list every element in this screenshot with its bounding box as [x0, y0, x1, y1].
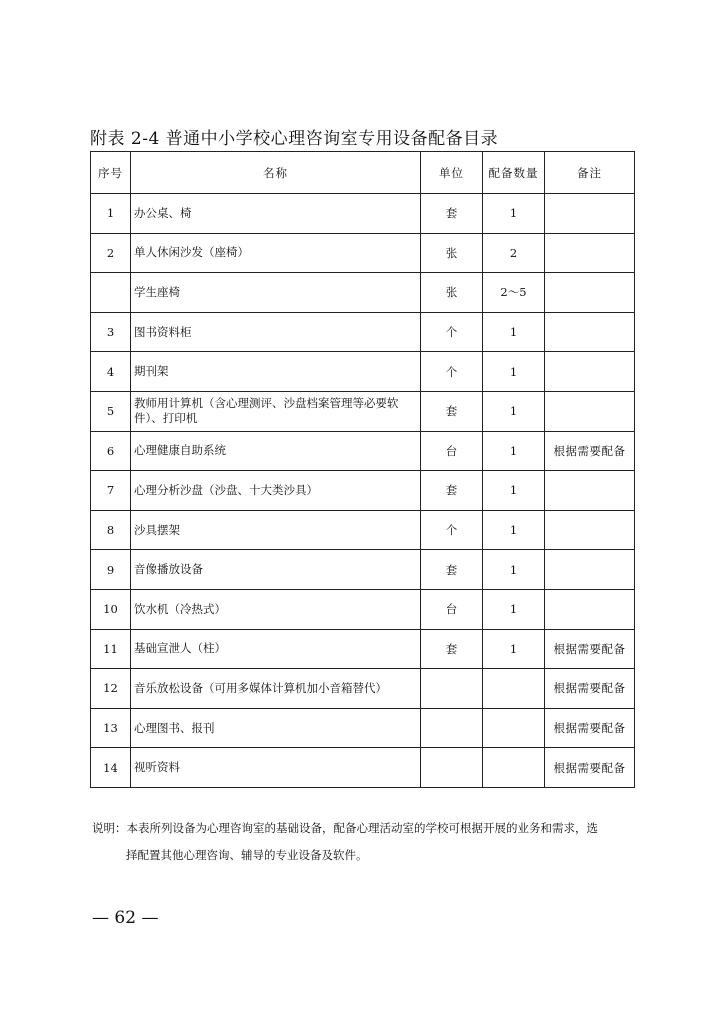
- cell-qty: 1: [483, 629, 545, 669]
- cell-name: 图书资料柜: [131, 312, 421, 352]
- table-row: [91, 273, 635, 313]
- cell-unit: 台: [421, 589, 483, 629]
- cell-note: [545, 312, 635, 352]
- cell-no: 14: [91, 748, 131, 788]
- header-name: 名称: [131, 152, 421, 194]
- table-title: 附表 2-4 普通中小学校心理咨询室专用设备配备目录: [90, 129, 499, 149]
- cell-name: 基础宣泄人（柱）: [131, 629, 421, 669]
- cell-note: 根据需要配备: [545, 669, 635, 709]
- cell-qty: 1: [483, 510, 545, 550]
- cell-qty: 1: [483, 352, 545, 392]
- table-row: [91, 708, 635, 748]
- cell-qty: [483, 669, 545, 709]
- cell-qty: 2: [483, 233, 545, 273]
- cell-qty: 1: [483, 194, 545, 234]
- header-no: 序号: [91, 152, 131, 194]
- cell-unit: [421, 748, 483, 788]
- cell-unit: 台: [421, 431, 483, 471]
- cell-unit: 套: [421, 391, 483, 431]
- cell-no: 9: [91, 550, 131, 590]
- cell-name: 沙具摆架: [131, 510, 421, 550]
- cell-no: 5: [91, 391, 131, 431]
- cell-qty: 1: [483, 431, 545, 471]
- cell-qty: 1: [483, 312, 545, 352]
- cell-name: 视听资料: [131, 748, 421, 788]
- cell-qty: [483, 708, 545, 748]
- cell-note: 根据需要配备: [545, 708, 635, 748]
- cell-name: 心理分析沙盘（沙盘、十大类沙具）: [131, 471, 421, 511]
- cell-no: 4: [91, 352, 131, 392]
- table-row: [91, 194, 635, 234]
- cell-no: 8: [91, 510, 131, 550]
- cell-no: 3: [91, 312, 131, 352]
- cell-unit: 个: [421, 312, 483, 352]
- cell-name: 学生座椅: [131, 273, 421, 313]
- cell-unit: 个: [421, 510, 483, 550]
- cell-qty: 1: [483, 471, 545, 511]
- cell-note: [545, 352, 635, 392]
- cell-note: 根据需要配备: [545, 748, 635, 788]
- cell-note: [545, 471, 635, 511]
- cell-no: [91, 273, 131, 313]
- cell-unit: 套: [421, 471, 483, 511]
- equipment-table: [90, 151, 635, 788]
- cell-name: 单人休闲沙发（座椅）: [131, 233, 421, 273]
- cell-name: 音像播放设备: [131, 550, 421, 590]
- cell-note: [545, 510, 635, 550]
- cell-note: [545, 273, 635, 313]
- cell-note: [545, 391, 635, 431]
- cell-no: 12: [91, 669, 131, 709]
- table-header-row: [91, 152, 635, 194]
- cell-name: 教师用计算机（含心理测评、沙盘档案管理等必要软件）、打印机: [131, 391, 421, 431]
- cell-qty: 1: [483, 589, 545, 629]
- cell-name: 心理健康自助系统: [131, 431, 421, 471]
- explanation-note: [92, 815, 638, 869]
- table-row: [91, 629, 635, 669]
- cell-qty: [483, 748, 545, 788]
- cell-note: 根据需要配备: [545, 431, 635, 471]
- cell-name: 音乐放松设备（可用多媒体计算机加小音箱替代）: [131, 669, 421, 709]
- cell-unit: [421, 708, 483, 748]
- cell-unit: [421, 669, 483, 709]
- cell-name: 办公桌、椅: [131, 194, 421, 234]
- cell-no: 11: [91, 629, 131, 669]
- cell-no: 10: [91, 589, 131, 629]
- cell-note: [545, 589, 635, 629]
- cell-no: 1: [91, 194, 131, 234]
- cell-unit: 张: [421, 233, 483, 273]
- table-row: [91, 352, 635, 392]
- table-row: [91, 312, 635, 352]
- cell-name: 饮水机（冷热式）: [131, 589, 421, 629]
- cell-name: 期刊架: [131, 352, 421, 392]
- cell-no: 7: [91, 471, 131, 511]
- cell-no: 6: [91, 431, 131, 471]
- cell-name: 心理图书、报刊: [131, 708, 421, 748]
- table-row: [91, 748, 635, 788]
- header-unit: 单位: [421, 152, 483, 194]
- cell-note: [545, 194, 635, 234]
- table-row: [91, 510, 635, 550]
- table-body: [91, 194, 635, 788]
- cell-unit: 个: [421, 352, 483, 392]
- cell-no: 13: [91, 708, 131, 748]
- note-line-1: 说明：本表所列设备为心理咨询室的基础设备，配备心理活动室的学校可根据开展的业务和需求，选: [92, 821, 598, 835]
- table-row: [91, 391, 635, 431]
- cell-note: [545, 550, 635, 590]
- cell-qty: 1: [483, 391, 545, 431]
- table-row: [91, 233, 635, 273]
- cell-unit: 套: [421, 194, 483, 234]
- page-number: — 62 —: [92, 908, 159, 928]
- cell-unit: 套: [421, 550, 483, 590]
- table-row: [91, 669, 635, 709]
- cell-note: [545, 233, 635, 273]
- table-row: [91, 471, 635, 511]
- header-qty: 配备数量: [483, 152, 545, 194]
- table-row: [91, 431, 635, 471]
- cell-unit: 套: [421, 629, 483, 669]
- cell-no: 2: [91, 233, 131, 273]
- table-row: [91, 589, 635, 629]
- table-row: [91, 550, 635, 590]
- header-note: 备注: [545, 152, 635, 194]
- note-line-2: 择配置其他心理咨询、辅导的专业设备及软件。: [126, 848, 368, 862]
- cell-qty: 1: [483, 550, 545, 590]
- cell-qty: 2～5: [483, 273, 545, 313]
- cell-note: 根据需要配备: [545, 629, 635, 669]
- cell-unit: 张: [421, 273, 483, 313]
